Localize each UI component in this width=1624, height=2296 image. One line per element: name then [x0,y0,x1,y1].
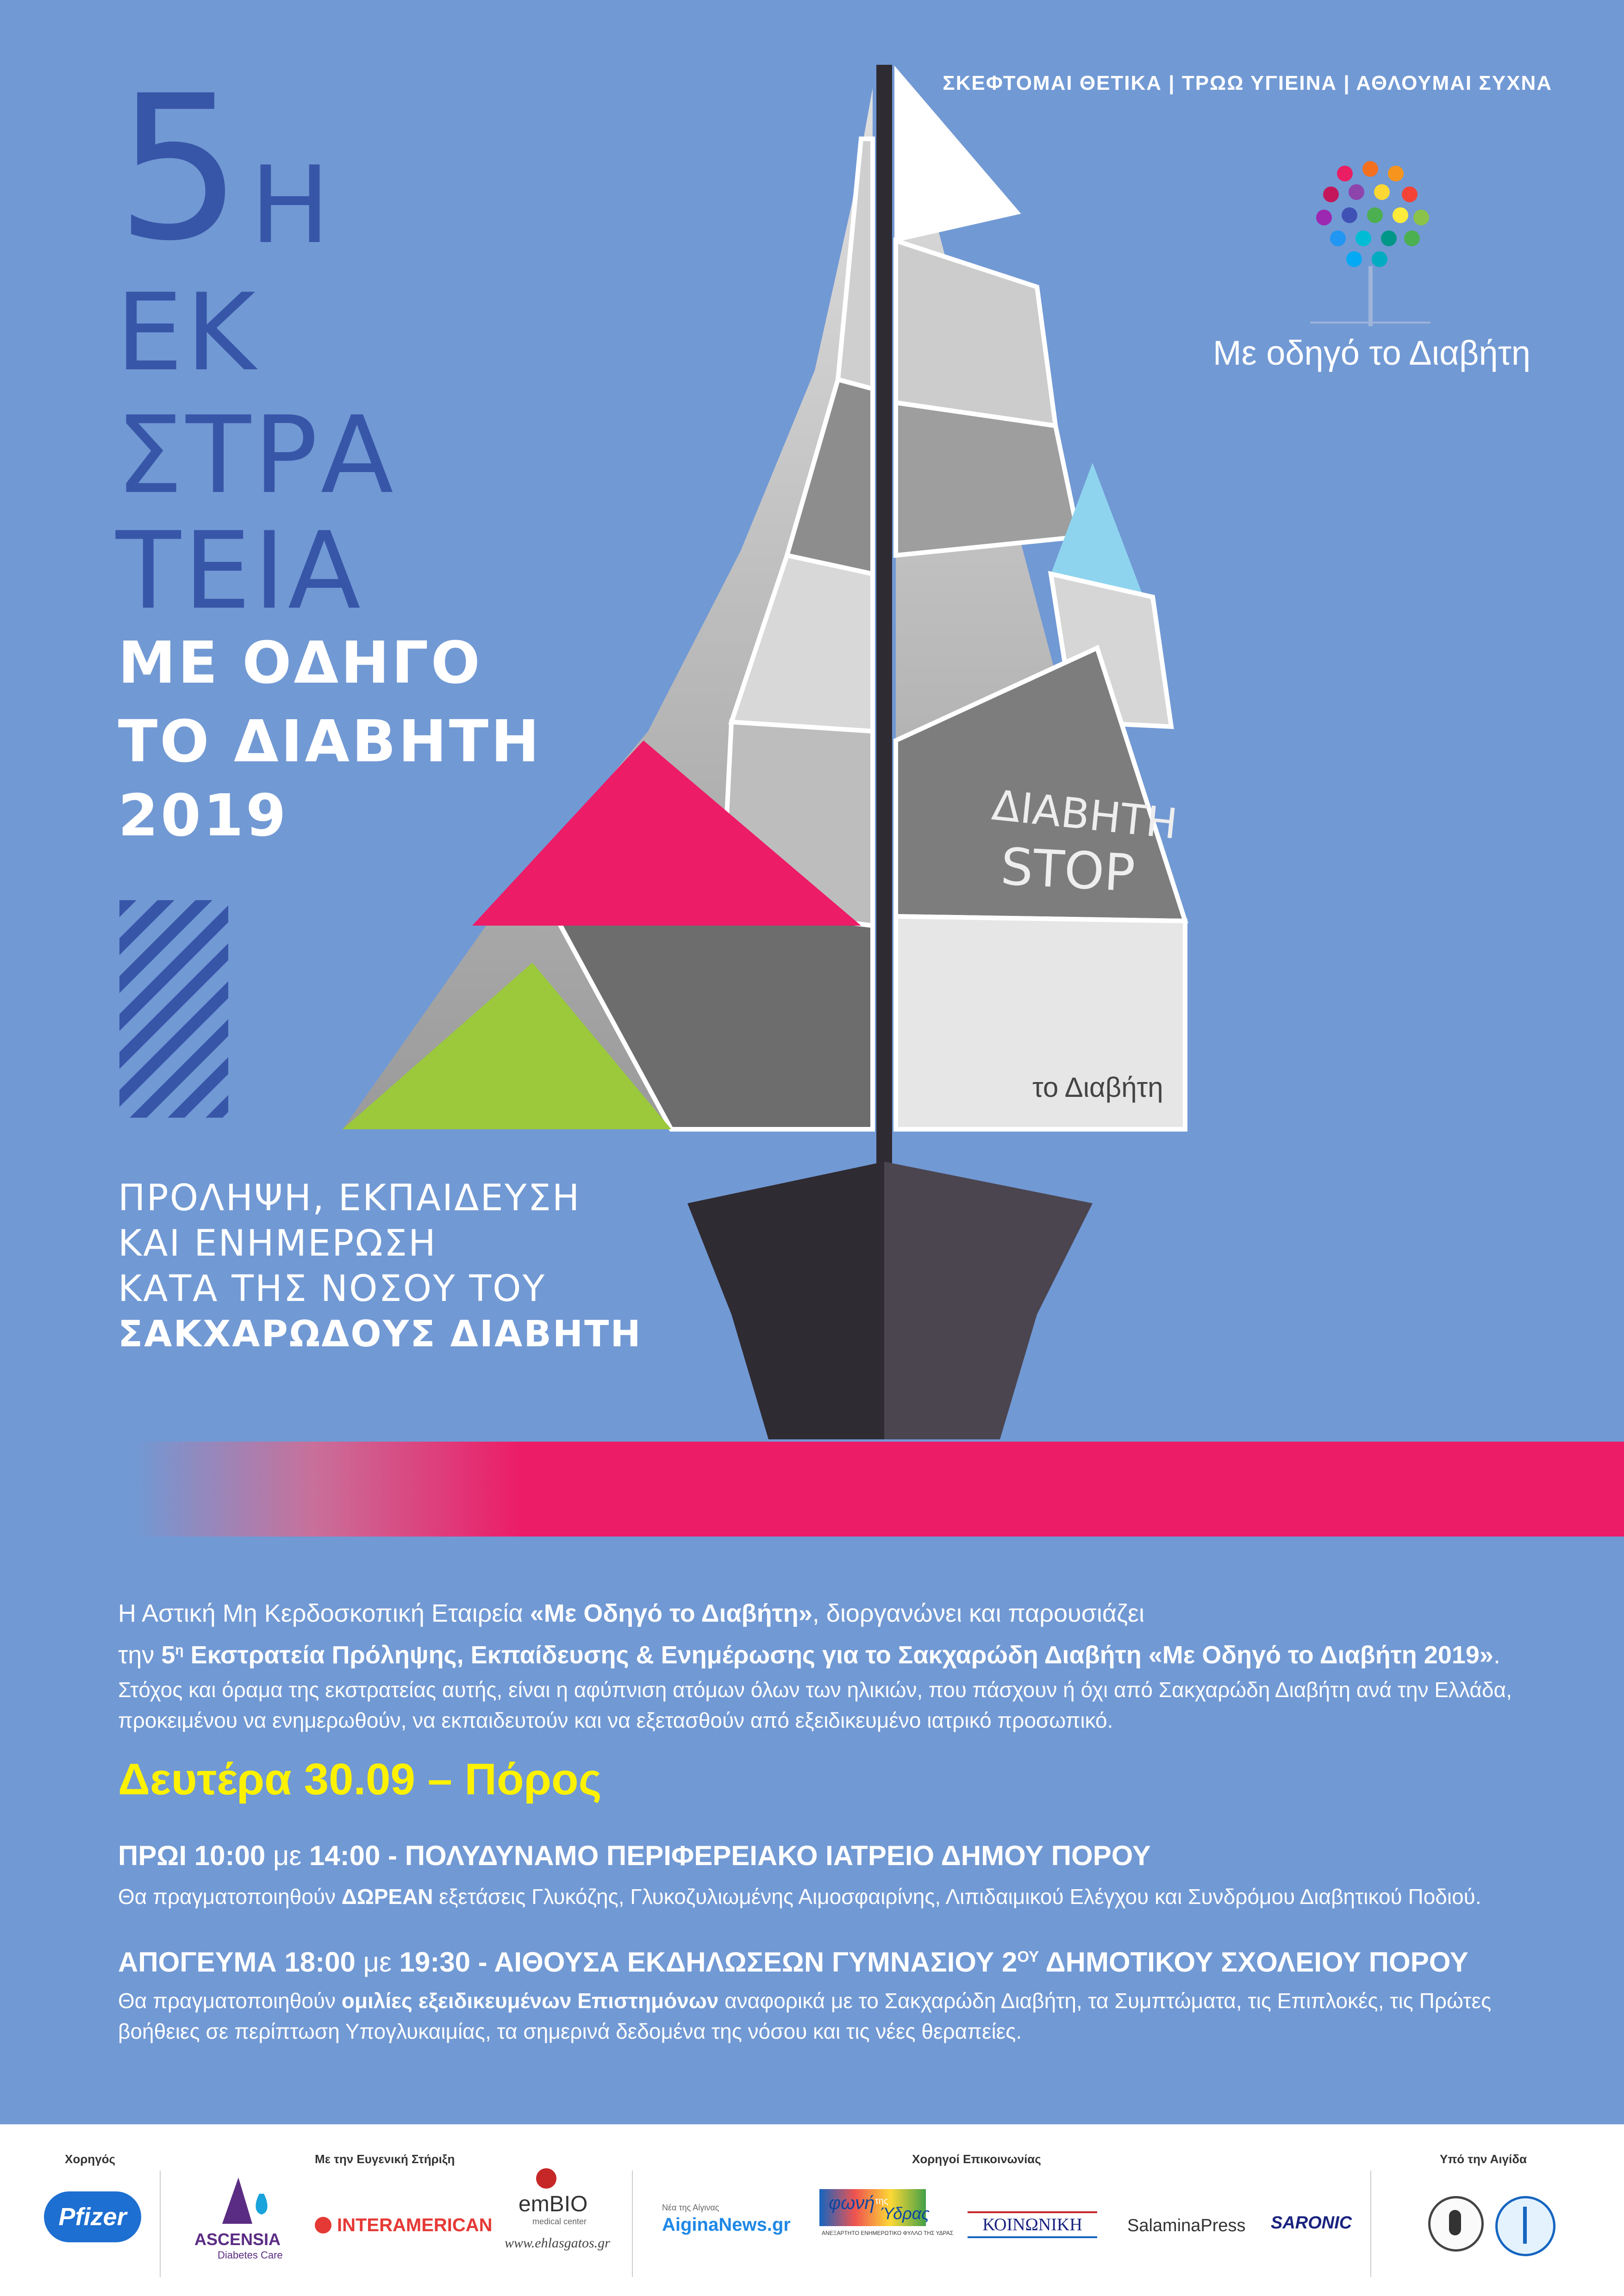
mission-line-3: ΚΑΤΑ ΤΗΣ ΝΟΣΟΥ ΤΟΥ [118,1268,546,1310]
ascensia-icon [218,2175,273,2226]
photo-tile [896,403,1079,555]
intro-org-name: «Με Οδηγό το Διαβήτη» [530,1599,812,1627]
aigina-news-logo: AiginaNews.gr [662,2215,791,2235]
support-label: Με την Ευγενική Στήριξη [315,2152,455,2166]
mission-line-4: ΣΑΚΧΑΡΩΔΟΥΣ ΔΙΑΒΗΤΗ [118,1313,642,1355]
ascensia-subtitle: Diabetes Care [218,2249,283,2261]
subtitle-line-2: ΤΟ ΔΙΑΒΗΤΗ [118,708,542,775]
foni-ydras-logo-part-1: φωνή [829,2193,875,2213]
salamina-press-logo: SalaminaPress [1127,2216,1246,2235]
embio-subtitle: medical center [532,2217,587,2226]
divider [632,2171,633,2277]
intro-text: Η Αστική Μη Κερδοσκοπική Εταιρεία [118,1599,530,1627]
diabetes-sign-text-1: ΔΙΑΒΗΤΗ [989,781,1180,849]
saronic-logo: SARONIC [1271,2213,1352,2233]
afternoon-event-description [118,1985,1553,2047]
embio-icon [536,2168,556,2189]
foni-ydras-logo-part-3: Ύδρας [880,2204,930,2223]
event-text: αναφορικά με το Σακχαρώδη Διαβήτη, τα Συμπτώματα, τις Επιπλοκές, τις Πρώτες βοήθειες σε περίπτωση Υπογλυκαιμίας, τα σημερινά δεδομένα της νόσου και τις νέες θεραπείες. [118,1989,1492,2043]
caduceus-icon [1523,2207,1527,2244]
auspices-seal-2 [1495,2196,1555,2256]
event-highlight: ομιλίες εξειδικευμένων Επιστημόνων [341,1989,719,2013]
mission-line-1: ΠΡΟΛΗΨΗ, ΕΚΠΑΙΔΕΥΣΗ [118,1177,581,1219]
mast [876,65,892,1166]
diabetes-sign-text-2: STOP [999,837,1137,903]
divider [160,2171,161,2277]
headline-ordinal: Η [250,144,330,268]
divider [1370,2171,1371,2277]
event-location: 14:00 - ΠΟΛΥΔΥΝΑΜΟ ΠΕΡΙΦΕΡΕΙΑΚΟ ΙΑΤΡΕΙΟ ΔΗΜΟΥ ΠΟΡΟΥ [301,1840,1151,1871]
headline-line-2: ΣΤΡΑ [116,394,396,517]
event-date: Δευτέρα 30.09 – Πόρος [118,1755,602,1804]
koinoniki-logo: ΚΟΙΝΩΝΙΚΗ [968,2211,1097,2238]
ascensia-logo: ASCENSIA [194,2230,281,2249]
morning-event-title [118,1840,1151,1872]
foni-ydras-logo-part-2: της [875,2196,888,2206]
intro-text: . [1493,1641,1500,1669]
interamerican-logo: INTERAMERICAN [337,2215,493,2235]
campaign-slogan: ΣΚΕΦΤΟΜΑΙ ΘΕΤΙΚΑ | ΤΡΩΩ ΥΓΙΕΙΝΑ | ΑΘΛΟΥΜΑΙ ΣΥΧΝΑ [943,72,1552,94]
hull-left [687,1162,884,1439]
intro-superscript: η [175,1643,184,1658]
subtitle-line-1: ΜΕ ΟΔΗΓΟ [118,629,482,697]
headline-line-3: ΤΕΙΑ [116,510,363,633]
photo-tile [896,69,1018,241]
subtitle-year: 2019 [118,782,288,849]
mission-line-2: ΚΑΙ ΕΝΗΜΕΡΩΣΗ [118,1223,437,1264]
headline-number: 5 [116,53,245,285]
event-location: ΔΗΜΟΤΙΚΟΥ ΣΧΟΛΕΙΟΥ ΠΟΡΟΥ [1039,1947,1468,1978]
event-time-connector: με [363,1947,392,1978]
foni-ydras-subtitle: ΑΝΕΞΑΡΤΗΤΟ ΕΝΗΜΕΡΩΤΙΚΟ ΦΥΛΛΟ ΤΗΣ ΥΔΡΑΣ [822,2230,954,2236]
ehlasgatos-website: www.ehlasgatos.gr [505,2235,610,2251]
intro-text: την [118,1641,162,1669]
event-time: ΑΠΟΓΕΥΜΑ 18:00 [118,1947,363,1978]
media-sponsors-label: Χορηγοί Επικοινωνίας [912,2152,1041,2166]
pfizer-logo: Pfizer [44,2191,141,2242]
event-highlight: ΔΩΡΕΑΝ [341,1885,433,1909]
event-text: Θα πραγματοποιηθούν [118,1989,342,2013]
interamerican-icon [315,2217,331,2234]
auspices-seal-1 [1428,2196,1484,2252]
event-time-connector: με [273,1840,302,1871]
event-time: ΠΡΩΙ 10:00 [118,1840,273,1871]
event-location: 19:30 - ΑΙΘΟΥΣΑ ΕΚΔΗΛΩΣΕΩΝ ΓΥΜΝΑΣΙΟΥ 2 [391,1947,1018,1978]
auspices-label: Υπό την Αιγίδα [1440,2152,1527,2166]
event-text: εξετάσεις Γλυκόζης, Γλυκοζυλιωμένης Αιμοσφαιρίνης, Λιπιδαιμικού Ελέγχου και Συνδρόμου Διαβητικού Ποδιού. [433,1885,1481,1909]
sponsor-label: Χορηγός [65,2152,116,2166]
seal-emblem-icon [1449,2210,1461,2235]
sponsors-footer [0,2124,1624,2296]
intro-text: , διοργανώνει και παρουσιάζει [812,1599,1144,1627]
aigina-news-tagline: Νέα της Αίγινας [662,2203,719,2212]
headline-line-1: ΕΚ [116,271,259,395]
event-text: Θα πραγματοποιηθούν [118,1885,342,1909]
afternoon-event-title [118,1946,1468,1978]
intro-campaign-name: Εκστρατεία Πρόληψης, Εκπαίδευσης & Ενημέρωσης για το Σακχαρώδη Διαβήτη «Με Οδηγό το Διαβήτη 2019» [183,1641,1493,1669]
hull-right [884,1162,1093,1439]
intro-campaign-number: 5 [161,1641,175,1669]
banner-text: το Διαβήτη [1032,1072,1163,1103]
intro-paragraph-1 [118,1597,1530,1630]
event-superscript: ΟΥ [1017,1948,1039,1965]
intro-paragraph-2 [118,1634,1530,1672]
intro-paragraph-3: Στόχος και όραμα της εκστρατείας αυτής, είναι η αφύπνιση ατόμων όλων των ηλικιών, που πάσχουν ή όχι από Σακχαρώδη Διαβήτη ανά την Ελλάδα, προκειμένου να ενημερωθούν, να εκπαιδευτούν και να εξετασθούν από εξειδικευμένο ιατρικό προσωπικό. [118,1678,1512,1732]
embio-logo: emBIO [518,2192,588,2216]
photo-tile [896,241,1056,426]
logo-title: Με οδηγό το Διαβήτη [1213,334,1530,372]
morning-event-description [118,1881,1553,1912]
